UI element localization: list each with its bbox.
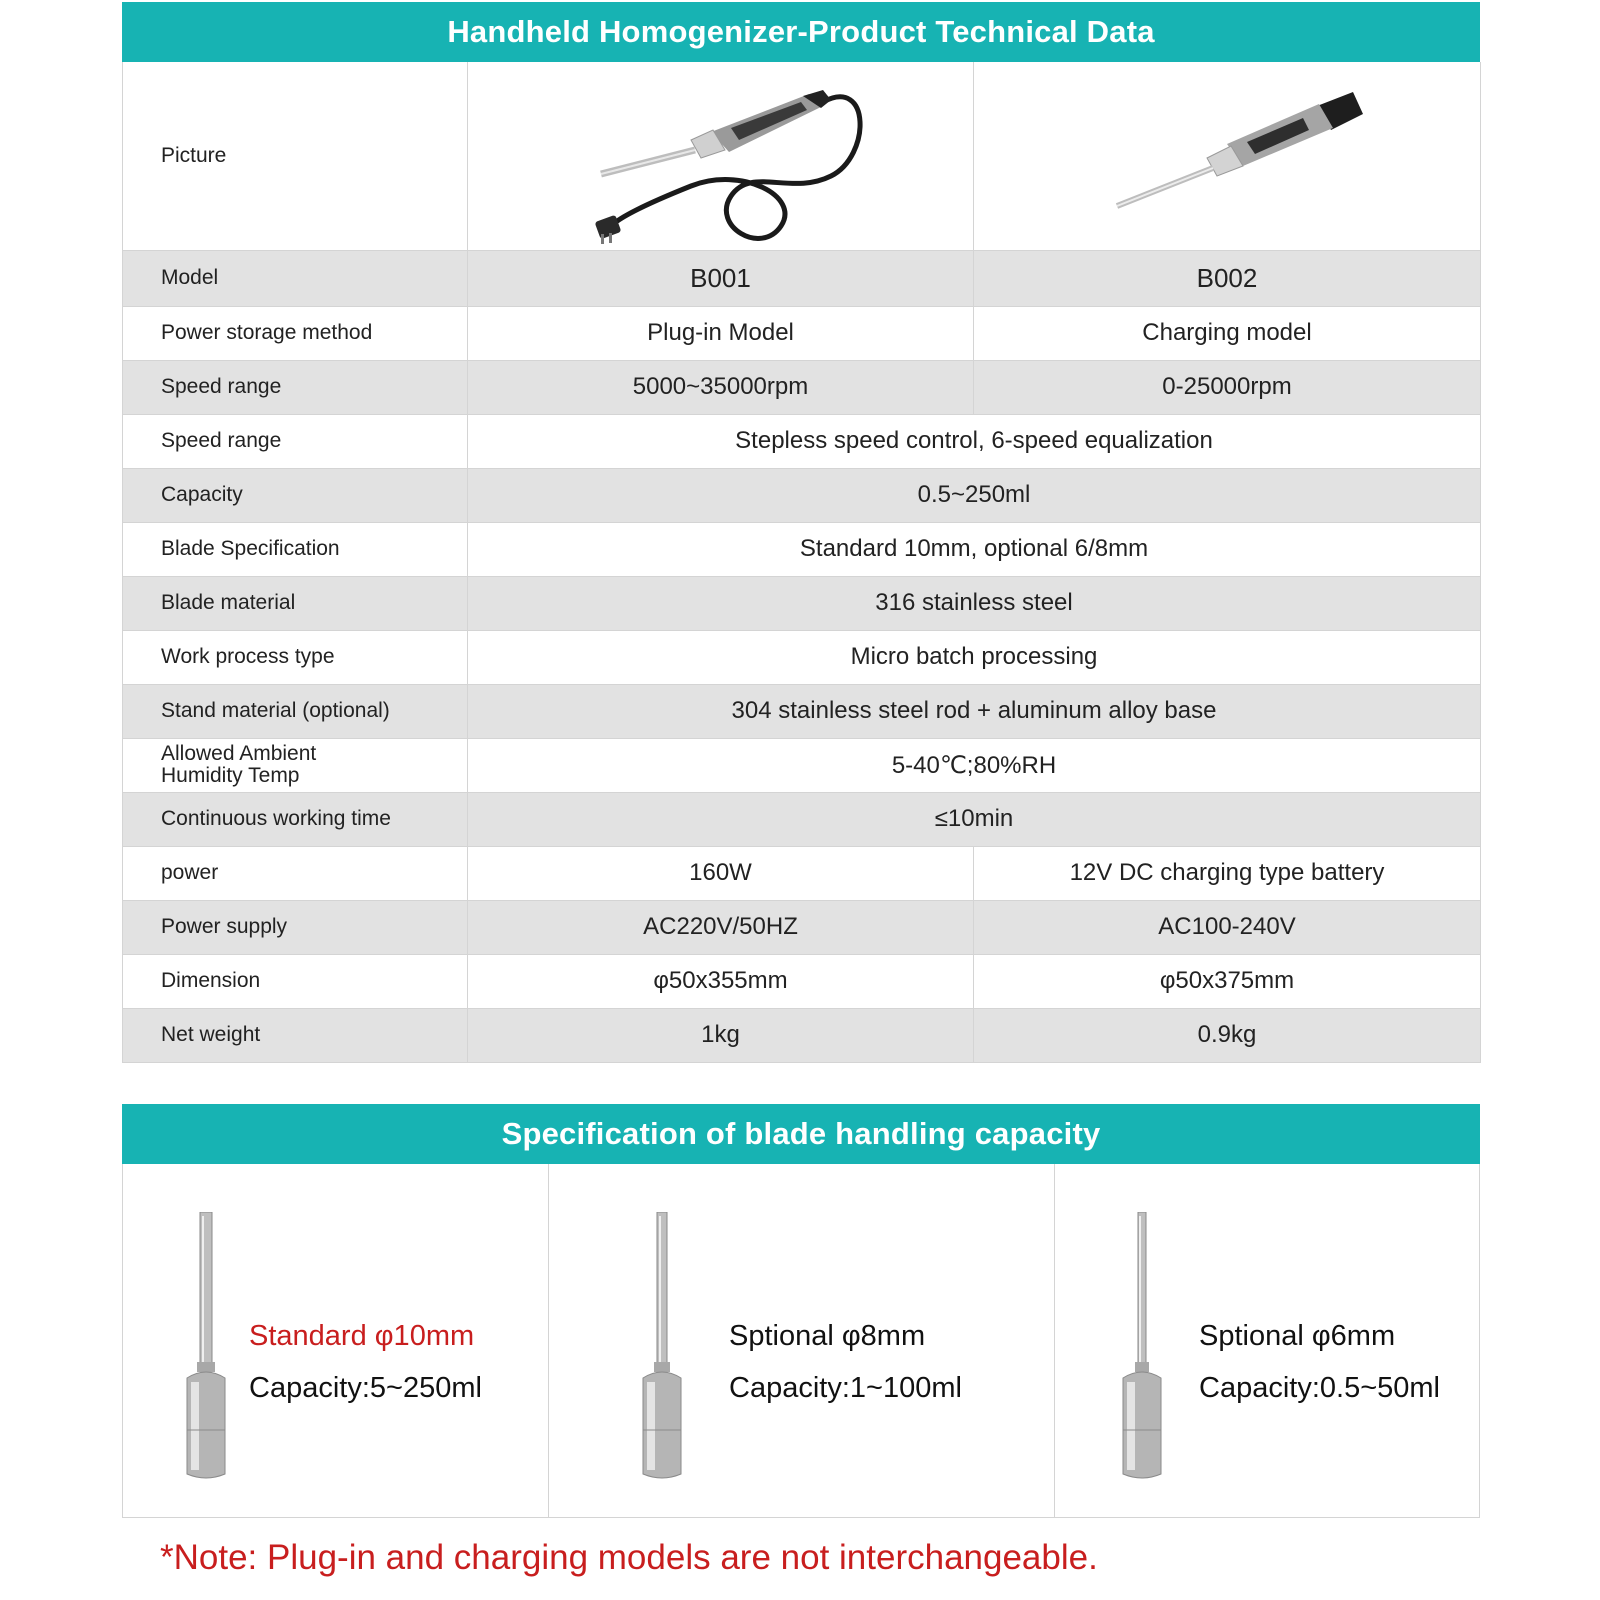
row-label-line: Humidity Temp — [161, 764, 300, 787]
blade-section-title: Specification of blade handling capacity — [501, 1116, 1101, 1151]
table-row-ambient — [123, 738, 1481, 792]
row-label: Speed range — [123, 360, 468, 414]
row-label: Work process type — [123, 630, 468, 684]
blade-name: Sptional φ8mm — [729, 1320, 926, 1352]
blade-specs — [122, 1164, 1480, 1518]
blade-capacity: Capacity:0.5~50ml — [1199, 1372, 1440, 1404]
b002-value: 0.9kg — [974, 1008, 1481, 1062]
shared-value: ≤10min — [468, 792, 1481, 846]
row-label: Picture — [123, 62, 468, 250]
b001-value: B001 — [468, 250, 974, 306]
b002-value: φ50x375mm — [974, 954, 1481, 1008]
compatibility-note: *Note: Plug-in and charging models are not interchangeable. — [160, 1538, 1098, 1577]
row-label: Blade material — [123, 576, 468, 630]
b001-value: 5000~35000rpm — [468, 360, 974, 414]
blade-10mm-image — [181, 1212, 231, 1482]
charging-homogenizer-image — [1047, 66, 1407, 246]
row-label-line: Allowed Ambient — [161, 742, 317, 765]
blade-card — [123, 1164, 549, 1517]
b002-picture-cell — [974, 62, 1481, 250]
table-row-working-time — [123, 792, 1481, 846]
row-label: Power storage method — [123, 306, 468, 360]
blade-name: Sptional φ6mm — [1199, 1320, 1396, 1352]
b002-value: Charging model — [974, 306, 1481, 360]
b002-value: B002 — [974, 250, 1481, 306]
b001-value: Plug-in Model — [468, 306, 974, 360]
row-label: Blade Specification — [123, 522, 468, 576]
b001-value: 160W — [468, 846, 974, 900]
blade-card — [1055, 1164, 1479, 1517]
b002-value: 0-25000rpm — [974, 360, 1481, 414]
table-row-capacity — [123, 468, 1481, 522]
row-label: Speed range — [123, 414, 468, 468]
shared-value: Micro batch processing — [468, 630, 1481, 684]
b001-picture-cell — [468, 62, 974, 250]
plug-in-homogenizer-image — [541, 66, 901, 246]
row-label: Power supply — [123, 900, 468, 954]
row-label: Continuous working time — [123, 792, 468, 846]
blade-6mm-image — [1117, 1212, 1167, 1482]
b001-value: φ50x355mm — [468, 954, 974, 1008]
table-row-power — [123, 846, 1481, 900]
row-label: power — [123, 846, 468, 900]
row-label: Model — [123, 250, 468, 306]
b001-value: 1kg — [468, 1008, 974, 1062]
table-title: Handheld Homogenizer-Product Technical Data — [447, 14, 1155, 49]
table-row-blade-material — [123, 576, 1481, 630]
shared-value: Standard 10mm, optional 6/8mm — [468, 522, 1481, 576]
shared-value: 316 stainless steel — [468, 576, 1481, 630]
table-row-speed-control — [123, 414, 1481, 468]
row-label: Capacity — [123, 468, 468, 522]
b002-value: AC100-240V — [974, 900, 1481, 954]
table-row-work-process — [123, 630, 1481, 684]
table-row-dimension — [123, 954, 1481, 1008]
table-row-speed-range — [123, 360, 1481, 414]
table-row-picture — [123, 62, 1481, 250]
row-label: Net weight — [123, 1008, 468, 1062]
table-title-banner — [122, 2, 1480, 62]
shared-value: 0.5~250ml — [468, 468, 1481, 522]
shared-value: 5-40℃;80%RH — [468, 738, 1481, 792]
blade-card — [549, 1164, 1055, 1517]
table-row-stand-material — [123, 684, 1481, 738]
blade-name: Standard φ10mm — [249, 1320, 475, 1352]
table-row-blade-spec — [123, 522, 1481, 576]
blade-text — [1199, 1310, 1440, 1414]
blade-capacity: Capacity:1~100ml — [729, 1372, 962, 1404]
blade-section-banner — [122, 1104, 1480, 1164]
table-row-power-supply — [123, 900, 1481, 954]
blade-text — [729, 1310, 962, 1414]
blade-text — [249, 1310, 482, 1414]
blade-capacity: Capacity:5~250ml — [249, 1372, 482, 1404]
row-label: Stand material (optional) — [123, 684, 468, 738]
table-row-model — [123, 250, 1481, 306]
b002-value: 12V DC charging type battery — [974, 846, 1481, 900]
shared-value: Stepless speed control, 6-speed equalization — [468, 414, 1481, 468]
b001-value: AC220V/50HZ — [468, 900, 974, 954]
blade-8mm-image — [637, 1212, 687, 1482]
shared-value: 304 stainless steel rod + aluminum alloy base — [468, 684, 1481, 738]
row-label — [123, 738, 468, 792]
table-row-power-storage — [123, 306, 1481, 360]
table-row-net-weight — [123, 1008, 1481, 1062]
spec-table — [122, 62, 1481, 1063]
row-label: Dimension — [123, 954, 468, 1008]
